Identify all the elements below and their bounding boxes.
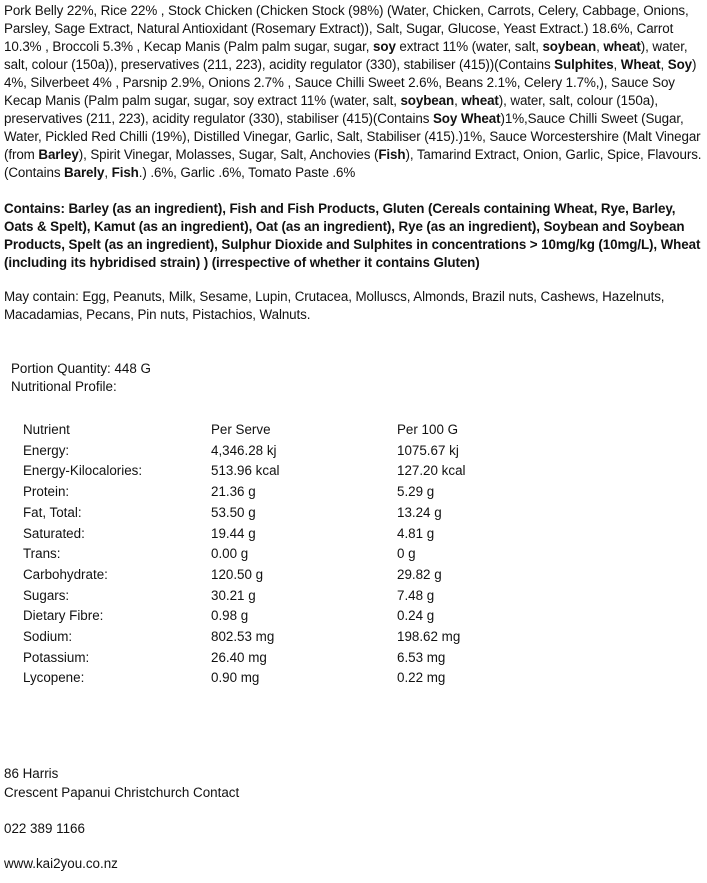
per-serve-value: 0.90 mg	[211, 670, 260, 686]
ingredient-text-segment: ), Spirit Vinegar, Molasses, Sugar, Salt, Anchovies (	[78, 147, 379, 162]
nutrition-row	[23, 461, 517, 482]
nutrition-row	[23, 482, 517, 503]
nutrition-row	[23, 565, 517, 586]
nutrition-row	[23, 648, 517, 669]
may-contain-text: May contain: Egg, Peanuts, Milk, Sesame, Lupin, Crutacea, Molluscs, Almonds, Brazil nuts, Cashews, Hazelnuts, Macadamias, Pecans, Pin nuts, Pistachios, Walnuts.	[4, 289, 665, 322]
ingredient-allergen: soybean	[542, 39, 597, 54]
ingredient-text-segment: ) 4%, Silverbeet 4% , Parsnip 2.9%, Onions 2.7% , Sauce Chilli Sweet 2.6%, Beans 2.1%, Celery 1.7%,), Sauce Soy Kecap Manis (Palm palm sugar, sugar, soy extract 11% (water, salt,	[4, 57, 697, 108]
ingredient-text-segment: ,	[613, 57, 621, 72]
ingredient-allergen: Soy	[667, 57, 692, 72]
ingredient-allergen: Sulphites	[554, 57, 614, 72]
per-100g-value: 6.53 mg	[397, 649, 446, 665]
ingredient-text-segment: extract 11% (water, salt,	[395, 39, 543, 54]
per-100g-value: 0.22 mg	[397, 670, 446, 686]
nutrient-name: Dietary Fibre:	[23, 608, 104, 624]
ingredient-allergen: Fish	[111, 165, 139, 180]
nutrient-name: Energy-Kilocalories:	[23, 463, 143, 479]
nutrient-name: Lycopene:	[23, 670, 85, 686]
per-100g-value: 127.20 kcal	[397, 463, 466, 479]
ingredient-text-segment: ), water, salt, colour (150a)), preservatives (211, 223), acidity regulator (330), stabiliser (415))(Contains	[4, 39, 688, 72]
ingredient-text-segment: ,	[104, 165, 112, 180]
ingredient-text-segment: )1%,Sauce Chilli Sweet (Sugar, Water, Pickled Red Chilli (19%), Distilled Vinegar, Garlic, Salt, Stabiliser (415).)1%, Sauce Worcestershire (Malt Vinegar (from	[4, 111, 701, 162]
per-serve-value: 19.44 g	[211, 525, 256, 541]
nutrition-header-cell: Per 100 G	[397, 422, 459, 437]
nutrition-row	[23, 586, 517, 607]
per-serve-value: 21.36 g	[211, 484, 256, 500]
nutrition-header-cell: Per Serve	[211, 422, 271, 437]
ingredient-allergen: wheat	[461, 93, 499, 108]
per-100g-value: 1075.67 kj	[397, 442, 459, 458]
per-100g-value: 4.81 g	[397, 525, 435, 541]
ingredient-text-segment: Pork Belly 22%, Rice 22% , Stock Chicken (Chicken Stock (98%) (Water, Chicken, Carrots, Celery, Cabbage, Onions, Parsley, Sage Extract, Natural Antioxidant (Rosemary Extract)), Salt, Sugar, Glucose, Yeast Extract.) 18.6%, Carrot 10.3% , Broccoli 5.3% , Kecap Manis (Palm palm sugar, sugar,	[4, 3, 689, 54]
ingredient-text-segment: .) .6%, Garlic .6%, Tomato Paste .6%	[138, 165, 356, 180]
nutrient-name: Sodium:	[23, 629, 73, 645]
nutrition-row	[23, 441, 517, 462]
ingredient-allergen: wheat	[603, 39, 641, 54]
per-serve-value: 802.53 mg	[211, 629, 275, 645]
per-serve-value: 0.00 g	[211, 546, 249, 562]
nutrition-table	[23, 420, 517, 689]
ingredients-text	[4, 2, 704, 182]
website-link[interactable]: www.kai2you.co.nz	[4, 856, 118, 871]
ingredient-text-segment: ), Tamarind Extract, Onion, Garlic, Spice, Flavours. (Contains	[4, 147, 702, 180]
nutrition-row	[23, 627, 517, 648]
nutrient-name: Sugars:	[23, 587, 70, 603]
per-100g-value: 0 g	[397, 546, 416, 562]
ingredient-allergen: soybean	[400, 93, 455, 108]
per-serve-value: 26.40 mg	[211, 649, 267, 665]
nutrition-row	[23, 668, 517, 689]
ingredient-text-segment: ), water, salt, colour (150a), preservatives (211, 223), acidity regulator (330), stabiliser (415)(Contains	[4, 93, 659, 126]
nutrition-header-row	[23, 420, 517, 441]
per-100g-value: 7.48 g	[397, 587, 435, 603]
address-line-1: 86 Harris	[4, 766, 59, 781]
nutritional-profile-label: Nutritional Profile:	[11, 379, 117, 394]
nutrition-row	[23, 524, 517, 545]
per-serve-value: 513.96 kcal	[211, 463, 280, 479]
nutrition-row	[23, 544, 517, 565]
ingredient-allergen: Wheat	[620, 57, 661, 72]
ingredient-allergen: Soy Wheat	[432, 111, 501, 126]
ingredient-text-segment: ,	[596, 39, 604, 54]
portion-quantity: Portion Quantity: 448 G	[11, 361, 151, 376]
per-serve-value: 120.50 g	[211, 566, 264, 582]
nutrient-name: Trans:	[23, 546, 61, 562]
nutrient-name: Saturated:	[23, 525, 85, 541]
allergen-contains-text: Contains: Barley (as an ingredient), Fish and Fish Products, Gluten (Cereals containing Wheat, Rye, Barley, Oats & Spelt), Kamut (as an ingredient), Oat (as an ingredient), Rye (as an ingredient), Soybean and Soybean Products, Spelt (as an ingredient), Sulphur Dioxide and Sulphites in concentrations > 10mg/kg (10mg/L), Wheat (including its hybridised strain) ) (irrespective of whether it contains Gluten)	[4, 201, 701, 270]
nutrition-header-cell: Nutrient	[23, 422, 70, 437]
per-100g-value: 13.24 g	[397, 504, 442, 520]
per-100g-value: 29.82 g	[397, 566, 442, 582]
per-100g-value: 198.62 mg	[397, 629, 461, 645]
phone-number: 022 389 1166	[4, 821, 85, 836]
address-line-2: Crescent Papanui Christchurch Contact	[4, 785, 240, 800]
per-serve-value: 0.98 g	[211, 608, 249, 624]
per-100g-value: 0.24 g	[397, 608, 435, 624]
ingredient-text-segment: ,	[660, 57, 668, 72]
ingredient-text-segment: ,	[454, 93, 462, 108]
nutrient-name: Energy:	[23, 442, 70, 458]
nutrition-row	[23, 606, 517, 627]
per-serve-value: 30.21 g	[211, 587, 256, 603]
per-100g-value: 5.29 g	[397, 484, 435, 500]
nutrient-name: Carbohydrate:	[23, 566, 108, 582]
ingredient-allergen: soy	[373, 39, 396, 54]
per-serve-value: 53.50 g	[211, 504, 256, 520]
ingredient-allergen: Barely	[64, 165, 105, 180]
ingredient-allergen: Fish	[378, 147, 406, 162]
ingredient-allergen: Barley	[38, 147, 79, 162]
per-serve-value: 4,346.28 kj	[211, 442, 277, 458]
nutrient-name: Fat, Total:	[23, 504, 82, 520]
nutrient-name: Protein:	[23, 484, 70, 500]
nutrient-name: Potassium:	[23, 649, 90, 665]
nutrition-row	[23, 503, 517, 524]
